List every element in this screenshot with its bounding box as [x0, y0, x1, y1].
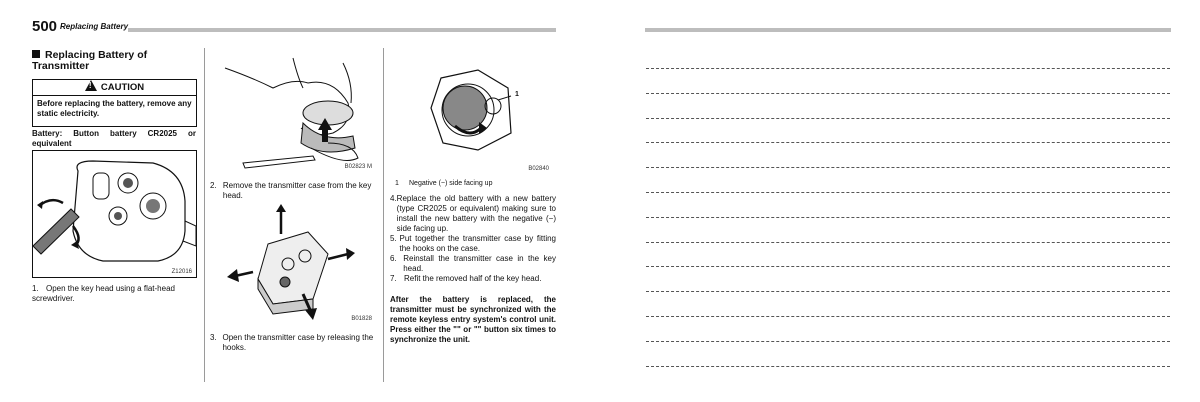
step-text: Remove the transmitter case from the key head. [222, 181, 372, 200]
transmitter-case-illustration [213, 204, 378, 324]
figure-label: Z12016 [171, 269, 192, 275]
step-text: Put together the transmitter case by fitting the hooks on the case. [399, 234, 556, 253]
warning-triangle-icon [85, 80, 97, 91]
figure-remove-transmitter [213, 48, 378, 174]
caution-header [33, 80, 196, 96]
header-rule-right [645, 28, 1171, 32]
note-line [646, 242, 1170, 243]
note-line [646, 167, 1170, 168]
column-divider [204, 48, 205, 382]
caution-label: CAUTION [100, 82, 145, 93]
page-header-title: Replacing Battery [60, 22, 129, 31]
note-line [646, 93, 1170, 94]
note-line [646, 366, 1170, 367]
step-number: 1. [32, 284, 39, 293]
step-1 [32, 284, 197, 304]
note-line [646, 192, 1170, 193]
synchronization-note: After the battery is replaced, the transmitter must be synchronized with the remote keyless entry system's control unit. Press either the "" or "" button six times to synchronize the unit. [390, 295, 556, 344]
note-line [646, 68, 1170, 69]
step-number: 3. [210, 333, 217, 342]
step-text: Replace the old battery with a new battery (type CR2025 or equivalent) making sure to install the new battery with the negative (−) side facing up. [396, 194, 556, 233]
step-number: 5. [390, 234, 397, 243]
steps-list [390, 194, 556, 284]
step-number: 4. [390, 194, 397, 203]
caution-box [32, 79, 197, 127]
caption-text: Negative (−) side facing up [409, 180, 493, 187]
step-number: 2. [210, 181, 217, 190]
figure-label: B02823 M [344, 164, 372, 170]
hand-removing-case-illustration [213, 48, 378, 174]
note-line [646, 341, 1170, 342]
caution-body: Before replacing the battery, remove any static electricity. [37, 99, 192, 118]
step-2 [210, 181, 380, 201]
header-rule-left [128, 28, 556, 32]
callout-number: 1 [515, 91, 519, 98]
note-line [646, 217, 1170, 218]
figure-open-key-head [32, 150, 197, 278]
step-text: Refit the removed half of the key head. [404, 274, 542, 283]
figure-caption [395, 180, 492, 187]
section-title [32, 50, 196, 72]
step-text: Open the transmitter case by releasing the hooks. [222, 333, 374, 352]
section-title-text: Replacing Battery of Transmitter [32, 49, 148, 72]
step-text: Reinstall the transmitter case in the key head. [403, 254, 556, 273]
step-text: Open the key head using a flat-head screwdriver. [32, 284, 175, 303]
step-3 [210, 333, 380, 353]
note-line [646, 316, 1170, 317]
figure-label: B01828 [351, 316, 372, 322]
note-line [646, 291, 1170, 292]
square-bullet-icon [32, 50, 40, 58]
figure-label: B02840 [528, 166, 549, 172]
key-head-illustration [33, 151, 196, 277]
figure-open-transmitter-case [213, 204, 378, 324]
note-line [646, 266, 1170, 267]
battery-replacement-illustration [393, 48, 553, 174]
note-line [646, 142, 1170, 143]
battery-spec: Battery: Button battery CR2025 or equivalent [32, 129, 196, 148]
caption-number: 1 [395, 180, 399, 187]
note-line [646, 118, 1170, 119]
step-number: 6. [390, 254, 397, 263]
page-number: 500 [32, 18, 58, 35]
figure-replace-battery [393, 48, 553, 174]
column-divider [383, 48, 384, 382]
step-number: 7. [390, 274, 397, 283]
